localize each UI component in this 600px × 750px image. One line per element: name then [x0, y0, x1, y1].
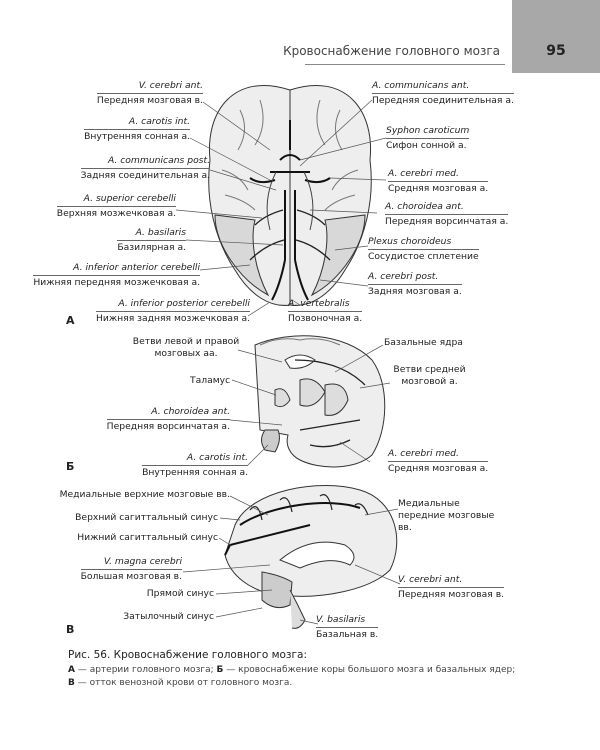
label-a-basilaris: A. basilaris Базилярная а.: [117, 227, 186, 253]
caption-line-2: В — отток венозной крови от головного мозга.: [68, 678, 293, 688]
label-b-a-cerebri-med: A. cerebri med. Средняя мозговая а.: [388, 448, 489, 474]
caption-line-1: А — артерии головного мозга; Б — кровоснабжение коры большого мозга и базальных ядер;: [68, 665, 516, 675]
label-v-basilaris: V. basilaris Базальная в.: [316, 614, 379, 640]
label-v-cerebri-ant: V. cerebri ant. Передняя мозговая в.: [96, 80, 203, 106]
label-branches-left-right: Ветви левой и правой мозговых аа.: [132, 336, 240, 359]
figure-caption: [68, 649, 538, 690]
running-title: Кровоснабжение головного мозга: [283, 44, 500, 58]
label-a-communicans-ant: A. communicans ant. Передняя соединительная а.: [372, 80, 514, 106]
label-occipital-sinus: Затылочный синус: [123, 611, 214, 622]
page-number: 95: [546, 43, 566, 59]
label-plexus-choroideus: Plexus choroideus Сосудистое сплетение: [368, 236, 479, 262]
label-v-cerebri-ant-c: V. cerebri ant. Передняя мозговая в.: [398, 574, 505, 600]
label-a-inferior-anterior-cerebelli: A. inferior anterior cerebelli Нижняя передняя мозжечковая а.: [33, 262, 200, 288]
caption-title: Рис. 56. Кровоснабжение головного мозга:: [68, 649, 307, 661]
label-b-a-carotis-int: A. carotis int. Внутренняя сонная а.: [142, 452, 248, 478]
label-a-cerebri-med: A. cerebri med. Средняя мозговая а.: [388, 168, 489, 194]
label-a-inferior-posterior-cerebelli: A. inferior posterior cerebelli Нижняя задняя мозжечковая а.: [96, 298, 250, 324]
label-v-magna-cerebri: V. magna cerebri Большая мозговая в.: [80, 556, 182, 582]
brain-coronal-section: [255, 336, 385, 467]
label-a-superior-cerebelli: A. superior cerebelli Верхняя мозжечковая а.: [56, 193, 176, 219]
label-syphon-caroticum: Syphon caroticum Сифон сонной а.: [386, 125, 470, 151]
panel-letter-v: В: [66, 623, 75, 636]
label-a-communicans-post: A. communicans post. Задняя соединительная а.: [80, 155, 210, 181]
label-thalamus: Таламус: [190, 375, 231, 386]
label-inferior-sagittal-sinus: Нижний сагиттальный синус: [77, 532, 218, 543]
brain-inferior-view: [209, 85, 372, 305]
label-a-cerebri-post: A. cerebri post. Задняя мозговая а.: [368, 271, 462, 297]
brain-sagittal-view: [225, 485, 397, 628]
label-basal-nuclei: Базальные ядра: [384, 337, 463, 348]
label-a-choroidea-ant: A. choroidea ant. Передняя ворсинчатая а.: [385, 201, 509, 227]
label-a-carotis-int: A. carotis int. Внутренняя сонная а.: [84, 116, 190, 142]
label-a-vertebralis: A. vertebralis Позвоночная а.: [288, 298, 363, 324]
panel-letter-b: Б: [66, 460, 75, 473]
label-medial-anterior-veins: Медиальные передние мозговые вв.: [398, 498, 495, 533]
label-medial-superior-veins: Медиальные верхние мозговые вв.: [59, 489, 230, 500]
label-b-a-choroidea-ant: A. choroidea ant. Передняя ворсинчатая а.: [106, 406, 230, 432]
panel-letter-a: А: [66, 314, 75, 327]
label-superior-sagittal-sinus: Верхний сагиттальный синус: [75, 512, 218, 523]
label-straight-sinus: Прямой синус: [146, 588, 214, 599]
label-branches-middle-cerebral: Ветви средней мозговой а.: [393, 364, 466, 387]
